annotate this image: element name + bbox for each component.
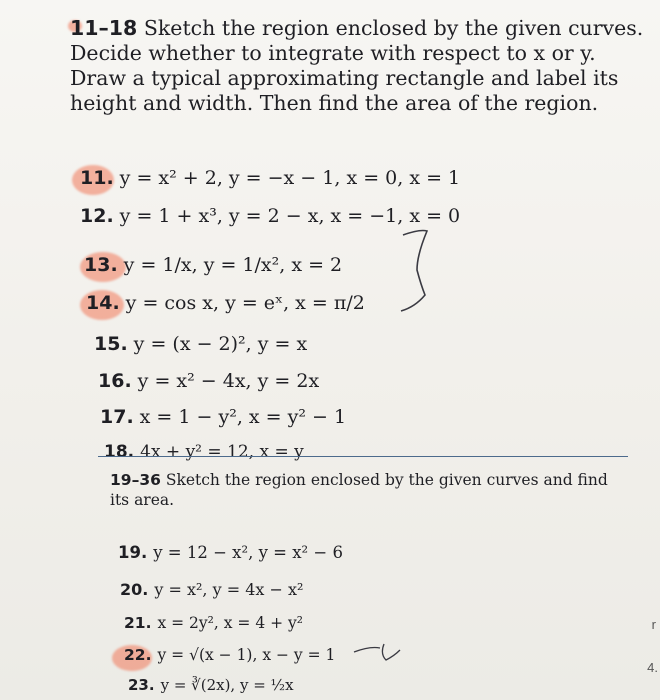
problem-equation: y = cos x, y = eˣ, x = π/2 [125, 292, 365, 314]
problem-15 [94, 333, 307, 355]
problem-19 [118, 543, 343, 562]
problem-equation: y = √(x − 1), x − y = 1 [157, 646, 336, 664]
problem-22 [124, 646, 335, 664]
problem-18 [104, 442, 304, 462]
problem-equation: x = 1 − y², x = y² − 1 [139, 406, 347, 428]
problem-equation: y = 12 − x², y = x² − 6 [153, 543, 343, 562]
problem-number: 19. [118, 543, 148, 562]
problem-number: 22. [124, 646, 152, 664]
problem-number: 23. [128, 676, 155, 694]
section-range: 19–36 [110, 471, 161, 489]
section-heading-19-36 [110, 470, 630, 510]
problem-equation: y = x², y = 4x − x² [154, 580, 304, 599]
problem-number: 18. [104, 442, 135, 462]
edge-letter: r [651, 617, 656, 632]
section-instructions: Sketch the region enclosed by the given curves. Decide whether to integrate with respect to x or y. Draw a typical approximating rectangle and label its height and width. Then find the area of the region. [70, 16, 644, 115]
problem-number: 16. [98, 370, 132, 392]
problem-12 [80, 205, 460, 227]
problem-23 [128, 676, 294, 694]
problem-number: 11. [80, 167, 114, 189]
problem-14 [86, 292, 365, 314]
problem-number: 12. [80, 205, 114, 227]
problem-21 [124, 614, 303, 632]
problem-equation: y = 1 + x³, y = 2 − x, x = −1, x = 0 [119, 205, 461, 227]
problem-equation: 4x + y² = 12, x = y [140, 442, 304, 462]
handwritten-scribble [350, 638, 410, 668]
problem-number: 14. [86, 292, 120, 314]
problem-equation: x = 2y², x = 4 + y² [157, 614, 303, 632]
problem-equation: y = x² − 4x, y = 2x [137, 370, 320, 392]
problem-number: 13. [84, 254, 118, 276]
section-heading-11-18 [70, 16, 645, 116]
edge-number: 4. [647, 660, 658, 675]
problem-13 [84, 254, 342, 276]
section-range: 11–18 [70, 16, 138, 40]
problem-20 [120, 580, 303, 599]
section-instructions: Sketch the region enclosed by the given curves and find its area. [110, 471, 608, 509]
section-divider [98, 456, 628, 457]
problem-17 [100, 406, 346, 428]
problem-equation: y = ∛(2x), y = ½x [160, 676, 294, 694]
problem-equation: y = x² + 2, y = −x − 1, x = 0, x = 1 [119, 167, 461, 189]
problem-number: 15. [94, 333, 128, 355]
problem-equation: y = (x − 2)², y = x [133, 333, 308, 355]
handwritten-brace [395, 225, 455, 320]
problem-16 [98, 370, 319, 392]
problem-number: 21. [124, 614, 152, 632]
problem-11 [80, 167, 460, 189]
problem-equation: y = 1/x, y = 1/x², x = 2 [123, 254, 343, 276]
problem-number: 17. [100, 406, 134, 428]
problem-number: 20. [120, 580, 149, 599]
